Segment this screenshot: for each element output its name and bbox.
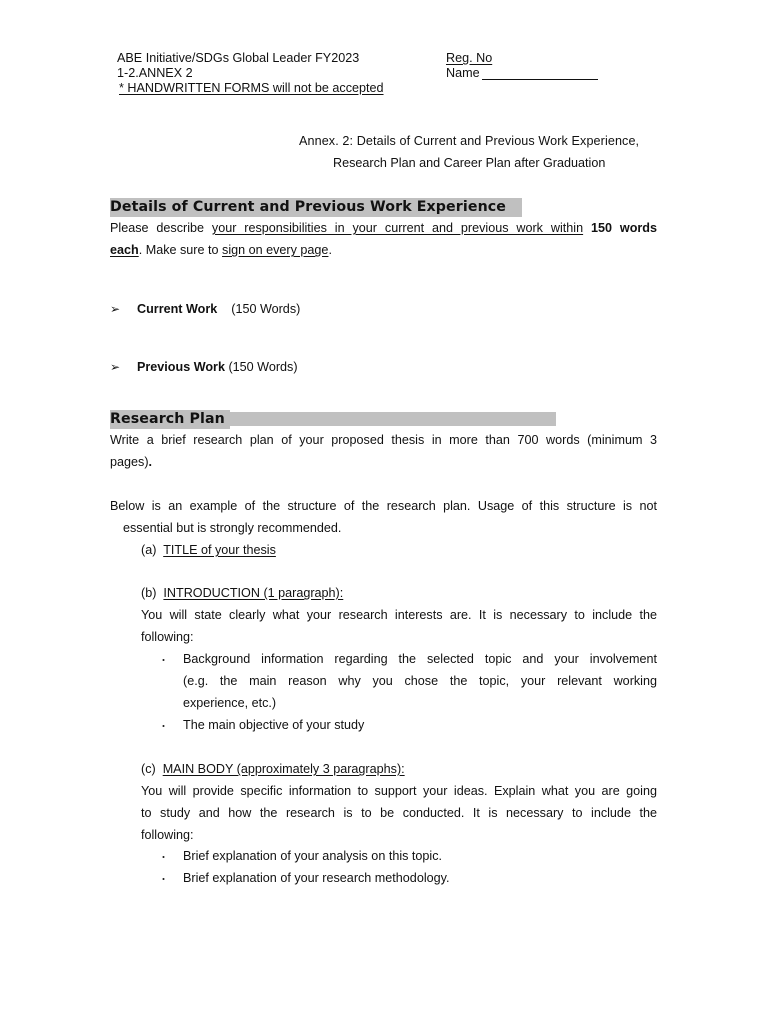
example-line1: Below is an example of the structure of the research plan. Usage of this structure is not [110, 499, 657, 513]
name-field [446, 66, 598, 80]
intro-bullet1-line3: experience, etc.) [183, 696, 277, 710]
name-label: Name [446, 66, 480, 80]
research-section-heading: Research Plan [110, 410, 230, 429]
main-body-bullet2: Brief explanation of your research methodology. [183, 871, 450, 885]
intro-bullet1-line2: (e.g. the main reason why you chose the topic, your relevant working [183, 674, 657, 688]
reg-no-label: Reg. No [446, 51, 493, 65]
item-c: (c) MAIN BODY (approximately 3 paragraphs): [141, 762, 405, 776]
item-a: (a) TITLE of your thesis [141, 543, 276, 557]
intro-text-line2: following: [141, 630, 194, 644]
research-brief-line1: Write a brief research plan of your proposed thesis in more than 700 words (minimum 3 [110, 433, 657, 447]
intro-text-line1: You will state clearly what your research interests are. It is necessary to include the [141, 608, 657, 622]
annex-title-line1: Annex. 2: Details of Current and Previous Work Experience, [299, 134, 640, 148]
annex-code: 1-2.ANNEX 2 [117, 66, 193, 80]
work-instructions-line1: Please describe your responsibilities in your current and previous work within 150 words [110, 221, 657, 235]
item-b: (b) INTRODUCTION (1 paragraph): [141, 586, 344, 600]
research-heading-bar [229, 412, 556, 426]
main-body-bullet1: Brief explanation of your analysis on this topic. [183, 849, 443, 863]
previous-work-item: Previous Work (150 Words) [137, 360, 298, 374]
intro-bullet1-line1: Background information regarding the selected topic and your involvement [183, 652, 657, 666]
work-section-heading: Details of Current and Previous Work Experience [110, 198, 522, 217]
bullet-icon: ・ [158, 852, 169, 864]
intro-bullet2: The main objective of your study [183, 718, 365, 732]
arrow-icon: ➢ [110, 302, 121, 316]
main-body-text-line3: following: [141, 828, 194, 842]
work-instructions-line2: each. Make sure to sign on every page. [110, 243, 332, 257]
example-line2: essential but is strongly recommended. [123, 521, 342, 535]
bullet-icon: ・ [158, 655, 169, 667]
main-body-text-line2: to study and how the research is to be conducted. It is necessary to include the [141, 806, 657, 820]
arrow-icon: ➢ [110, 360, 121, 374]
bullet-icon: ・ [158, 874, 169, 886]
program-title: ABE Initiative/SDGs Global Leader FY2023 [117, 51, 360, 65]
main-body-text-line1: You will provide specific information to support your ideas. Explain what you are going [141, 784, 657, 798]
bullet-icon: ・ [158, 721, 169, 733]
research-brief-line2: pages). [110, 455, 153, 469]
annex-title-line2: Research Plan and Career Plan after Graduation [333, 156, 606, 170]
current-work-item: Current Work (150 Words) [137, 302, 301, 316]
name-underline [482, 68, 598, 80]
handwritten-note: * HANDWRITTEN FORMS will not be accepted [119, 81, 384, 95]
